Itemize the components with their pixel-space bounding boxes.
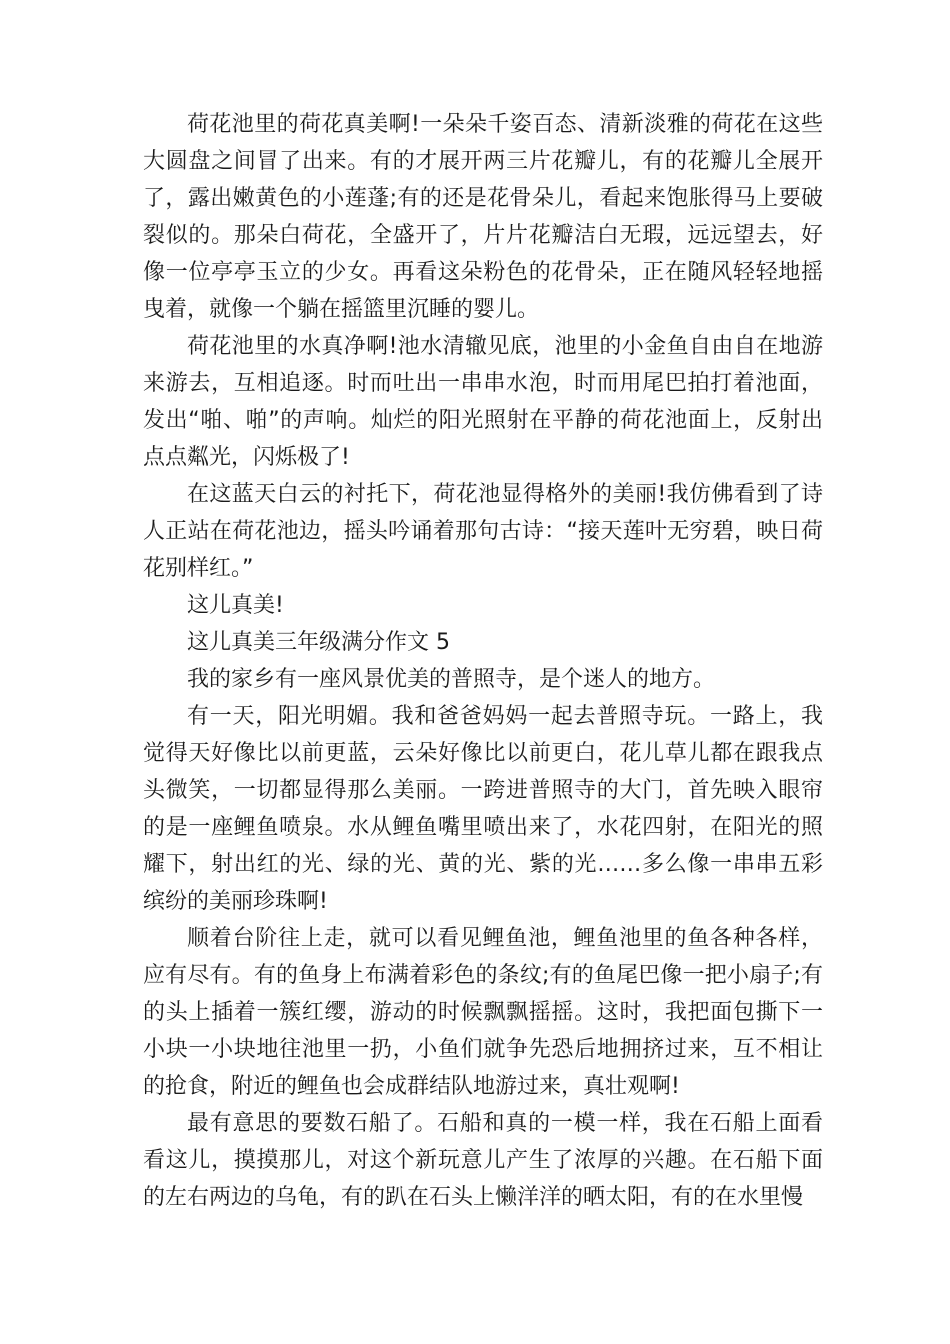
document-body <box>143 106 823 1216</box>
essay-title: 这儿真美三年级满分作文 5 <box>187 630 450 655</box>
paragraph-lotus-water: 荷花池里的水真净啊!池水清辙见底，池里的小金鱼自由自在地游来游去，互相追逐。时而吐出一串串水泡，时而用尾巴拍打着池面，发出“啪、啪”的声响。灿烂的阳光照射在平静的荷花池面上，反射出点点粼光，闪烁极了! <box>143 334 823 470</box>
paragraph-carp-pond: 顺着台阶往上走，就可以看见鲤鱼池，鲤鱼池里的鱼各种各样，应有尽有。有的鱼身上布满着彩色的条纹;有的鱼尾巴像一把小扇子;有的头上插着一簇红缨，游动的时候飘飘摇摇。这时，我把面包撕下一小块一小块地往池里一扔，小鱼们就争先恐后地拥挤过来，互不相让的抢食，附近的鲤鱼也会成群结队地游过来，真壮观啊! <box>143 926 823 1099</box>
paragraph-stone-boat: 最有意思的要数石船了。石船和真的一模一样，我在石船上面看看这儿，摸摸那儿，对这个新玩意儿产生了浓厚的兴趣。在石船下面的左右两边的乌龟，有的趴在石头上懒洋洋的晒太阳，有的在水里慢 <box>143 1111 823 1210</box>
paragraph-closing: 这儿真美! <box>187 593 284 618</box>
paragraph-poem: 在这蓝天白云的衬托下，荷花池显得格外的美丽!我仿佛看到了诗人正站在荷花池边，摇头吟诵着那句古诗：“接天莲叶无穷碧，映日荷花别样红。” <box>143 482 823 581</box>
paragraph-intro: 我的家乡有一座风景优美的普照寺，是个迷人的地方。 <box>187 667 716 692</box>
paragraph-lotus-flowers: 荷花池里的荷花真美啊!一朵朵千姿百态、清新淡雅的荷花在这些大圆盘之间冒了出来。有的才展开两三片花瓣儿，有的花瓣儿全展开了，露出嫩黄色的小莲蓬;有的还是花骨朵儿，看起来饱胀得马上要破裂似的。那朵白荷花，全盛开了，片片花瓣洁白无瑕，远远望去，好像一位亭亭玉立的少女。再看这朵粉色的花骨朵，正在随风轻轻地摇曳着，就像一个躺在摇篮里沉睡的婴儿。 <box>143 112 823 322</box>
paragraph-fountain: 有一天，阳光明媚。我和爸爸妈妈一起去普照寺玩。一路上，我觉得天好像比以前更蓝，云朵好像比以前更白，花儿草儿都在跟我点头微笑，一切都显得那么美丽。一跨进普照寺的大门，首先映入眼帘的是一座鲤鱼喷泉。水从鲤鱼嘴里喷出来了，水花四射，在阳光的照耀下，射出红的光、绿的光、黄的光、紫的光……多么像一串串五彩缤纷的美丽珍珠啊! <box>143 704 823 914</box>
